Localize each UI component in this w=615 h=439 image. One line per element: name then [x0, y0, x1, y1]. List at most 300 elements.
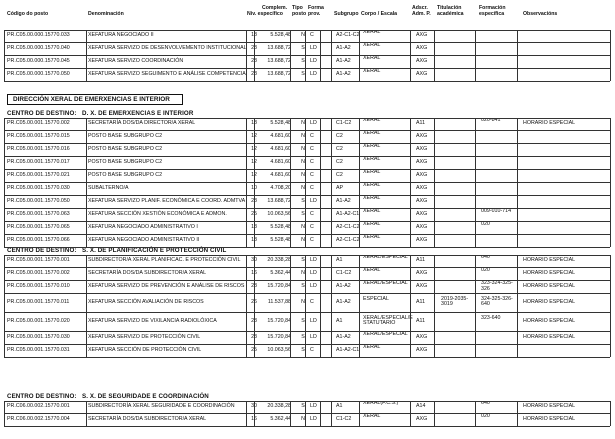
forma-cell: LD [310, 58, 317, 64]
prov-cell [325, 401, 335, 412]
especifico-cell: 5.528,48 [270, 224, 291, 230]
adscricion-cell: A14 [416, 403, 426, 409]
nivel-cell: 28 [251, 71, 257, 77]
col-header-forma: Forma prov. [308, 5, 324, 17]
observacions-cell: HORARIO ESPECIAL [523, 120, 576, 126]
prov-cell [325, 294, 335, 311]
code-cell: PR.C05.00.001.15770.015 [7, 133, 70, 139]
observacions-cell [523, 183, 608, 194]
denominacion-cell: SECRETARÍA DOS/DA DIRECTOR/A XERAL [88, 120, 196, 126]
grid-vline [254, 118, 255, 247]
denominacion-cell: POSTO BASE SUBGRUPO C2 [88, 146, 163, 152]
subgrupo-cell: C1-C2 [336, 270, 352, 276]
grid-hline [4, 426, 610, 427]
grid-hline [4, 156, 610, 157]
subgrupo-cell: A1-A2 [336, 71, 351, 77]
grid-vline [86, 401, 87, 426]
code-cell: PR.C05.00.001.15770.063 [7, 211, 70, 217]
observacions-cell [523, 170, 608, 181]
col-header-codigo: Código do posto [7, 11, 49, 17]
grid-vline [320, 30, 321, 81]
centro-label: CENTRO DE DESTINO: [7, 247, 77, 254]
grid-hline [4, 401, 610, 402]
denominacion-cell: XEFATURA SERVIZO PLANIF. ECONÓMICA E COORD. ADMTVA [88, 198, 246, 204]
adscricion-cell: AXG [416, 237, 428, 243]
titulacion-cell [441, 313, 477, 333]
denominacion-cell: XEFATURA SERVIZO SEGUIMENTO E ANÁLISE COMPETENCIA [88, 71, 246, 77]
grid-vline [246, 255, 247, 357]
grid-vline [320, 118, 321, 247]
especifico-cell: 4.681,60 [270, 159, 291, 165]
denominacion-cell: XEFATURA SERVIZO COORDINACIÓN [88, 58, 184, 64]
denominacion-cell: SECRETARÍA DOS/DA SUBDIRECTOR/A XERAL [88, 416, 207, 422]
grid-vline [359, 401, 360, 426]
col-header-adscricion: Adscr. Adm. P. [412, 5, 431, 17]
code-cell: PR.C05.00.000.15770.050 [7, 71, 70, 77]
formacion-cell: 020 [481, 268, 490, 273]
grid-vline [254, 30, 255, 81]
grid-hline [4, 55, 610, 56]
adscricion-cell: AXG [416, 198, 428, 204]
subgrupo-cell: A2-C1-C2 [336, 32, 360, 38]
subgrupo-cell: A1-A2 [336, 299, 351, 305]
especifico-cell: 13.688,72 [267, 45, 291, 51]
direction-title: DIRECCIÓN XERAL DE EMERXENCIAS E INTERIOR [7, 94, 183, 105]
forma-cell: C [310, 185, 314, 191]
corpo-cell: XERAL [363, 170, 381, 175]
grid-vline [331, 255, 332, 357]
titulacion-cell [441, 69, 477, 80]
centro-unit: S. X. DE SEGURIDADE E COORDINACIÓN [82, 393, 209, 400]
corpo-cell: XERAL [363, 43, 381, 48]
denominacion-cell: SECRETARÍA DOS/DA SUBDIRECTOR/A XERAL [88, 270, 207, 276]
tipo-cell: N [301, 224, 305, 230]
table-row [4, 235, 610, 246]
forma-cell: C [310, 347, 314, 353]
grid-vline [246, 401, 247, 426]
adscricion-cell: AXG [416, 32, 428, 38]
grid-vline [290, 401, 291, 426]
adscricion-cell: AXG [416, 133, 428, 139]
especifico-cell: 4.708,20 [270, 185, 291, 191]
observacions-cell: HORARIO ESPECIAL [523, 416, 576, 422]
prov-cell [325, 313, 335, 330]
observacions-cell: HORARIO ESPECIAL [523, 283, 576, 289]
formacion-cell: 324-325-326-640 [481, 295, 513, 308]
formacion-cell [481, 170, 519, 181]
grid-vline [610, 30, 611, 81]
table-row [4, 414, 610, 425]
nivel-cell: 12 [251, 133, 257, 139]
code-cell: PR.C05.00.001.15770.030 [7, 334, 70, 340]
grid-vline [434, 401, 435, 426]
col-header-corpo: Corpo / Escala [361, 11, 398, 17]
table-row [4, 157, 610, 168]
adscricion-cell: A11 [416, 299, 426, 305]
especifico-cell: 4.681,60 [270, 172, 291, 178]
code-cell: PR.C05.00.000.15770.033 [7, 32, 70, 38]
forma-cell: C [310, 133, 314, 139]
titulacion-cell [441, 131, 477, 142]
formacion-cell [481, 183, 519, 194]
observacions-cell [523, 131, 608, 142]
titulacion-cell [441, 401, 477, 412]
subgrupo-cell: A1-A2 [336, 334, 351, 340]
code-cell: PR.C05.00.001.15770.002 [7, 120, 70, 126]
prov-cell [325, 43, 335, 54]
titulacion-cell [441, 196, 477, 207]
denominacion-cell: XEFATURA SECCIÓN DE PROTECCIÓN CIVIL [88, 347, 202, 353]
tipo-cell: S [301, 71, 305, 77]
table-row [4, 170, 610, 181]
observacions-cell: HORARIO ESPECIAL [523, 270, 576, 276]
observacions-cell: HORARIO ESPECIAL [523, 257, 576, 263]
grid-vline [86, 30, 87, 81]
grid-hline [4, 42, 610, 43]
grid-hline [4, 312, 610, 313]
prov-cell [325, 69, 335, 80]
corpo-cell: XERAL [363, 196, 381, 201]
especifico-cell: 10.063,56 [267, 211, 291, 217]
corpo-cell: XERAL [363, 414, 381, 419]
code-cell: PR.C05.00.001.15770.002 [7, 270, 70, 276]
nivel-cell: 25 [251, 211, 257, 217]
subgrupo-cell: C1-C2 [336, 416, 352, 422]
subgrupo-cell: A1-A2 [336, 45, 351, 51]
adscricion-cell: AXG [416, 224, 428, 230]
nivel-cell: 25 [251, 347, 257, 353]
nivel-cell: 28 [251, 334, 257, 340]
grid-vline [320, 401, 321, 426]
tipo-cell: S [301, 45, 305, 51]
prov-cell [325, 131, 335, 142]
especifico-cell: 15.720,84 [267, 318, 291, 324]
code-cell: PR.C05.00.001.15770.021 [7, 172, 70, 178]
code-cell: PR.C06.00.002.15770.001 [7, 403, 70, 409]
especifico-cell: 20.338,28 [267, 403, 291, 409]
col-header-observacions: Observacións [523, 11, 558, 17]
especifico-cell: 20.338,28 [267, 257, 291, 263]
grid-hline [4, 68, 610, 69]
denominacion-cell: POSTO BASE SUBGRUPO C2 [88, 133, 163, 139]
formacion-cell [481, 157, 519, 168]
prov-cell [325, 30, 335, 41]
denominacion-cell: XEFATURA NEGOCIADO II [88, 32, 154, 38]
especifico-cell: 5.528,48 [270, 32, 291, 38]
grid-hline [4, 267, 610, 268]
especifico-cell: 13.688,72 [267, 58, 291, 64]
formacion-cell: 009-010-714 [481, 209, 512, 214]
adscricion-cell: AXG [416, 172, 428, 178]
especifico-cell: 10.063,56 [267, 347, 291, 353]
corpo-cell: XERAL [363, 69, 381, 74]
nivel-cell: 18 [251, 32, 257, 38]
formacion-cell [481, 345, 519, 356]
subgrupo-cell: A1-A2 [336, 58, 351, 64]
grid-vline [517, 30, 518, 81]
grid-vline [246, 30, 247, 81]
grid-hline [4, 81, 610, 82]
prov-cell [325, 268, 335, 279]
forma-cell: LD [310, 120, 317, 126]
formacion-cell: 640 [481, 255, 490, 260]
adscricion-cell: AXG [416, 45, 428, 51]
corpo-cell: XERAL [363, 183, 381, 188]
grid-vline [86, 255, 87, 357]
adscricion-cell: A11 [416, 318, 426, 324]
denominacion-cell: XEFATURA NEGOCIADO ADMINISTRATIVO II [88, 237, 200, 243]
prov-cell [325, 332, 335, 343]
adscricion-cell: AXG [416, 58, 428, 64]
corpo-cell: XERAL/ESPECIAL/E STATUTARIO [363, 314, 413, 327]
grid-vline [4, 401, 5, 426]
adscricion-cell: AXG [416, 71, 428, 77]
observacions-cell [523, 30, 608, 41]
adscricion-cell: AXG [416, 270, 428, 276]
subgrupo-cell: C2 [336, 159, 343, 165]
denominacion-cell: XEFATURA SERVIZO DE PROTECCIÓN CIVIL [88, 334, 201, 340]
grid-hline [4, 182, 610, 183]
tipo-cell: N [301, 159, 305, 165]
adscricion-cell: AXG [416, 185, 428, 191]
col-header-tipo: Tipo posto [292, 5, 307, 17]
grid-hline [4, 143, 610, 144]
subgrupo-cell: AP [336, 185, 344, 191]
prov-cell [325, 196, 335, 207]
forma-cell: LD [310, 257, 317, 263]
observacions-cell: HORARIO ESPECIAL [523, 334, 576, 340]
especifico-cell: 4.681,60 [270, 146, 291, 152]
denominacion-cell: SUBDIRECTORÍA XERAL SEGURIDADE E COORDINACIÓN [88, 403, 235, 409]
grid-vline [359, 118, 360, 247]
col-header-titulacion: Titulación académica [437, 5, 464, 17]
corpo-cell: XERAL [363, 209, 381, 214]
formacion-cell [481, 69, 519, 80]
tipo-cell: S [301, 257, 305, 263]
formacion-cell [481, 235, 519, 246]
tipo-cell: N [301, 32, 305, 38]
titulacion-cell [441, 30, 477, 41]
tipo-cell: N [301, 146, 305, 152]
grid-vline [331, 30, 332, 81]
grid-hline [4, 30, 610, 31]
tipo-cell: S [301, 58, 305, 64]
code-cell: PR.C05.00.001.15770.016 [7, 146, 70, 152]
formacion-cell: 323-324-325-326 [481, 281, 513, 292]
grid-vline [410, 118, 411, 247]
subgrupo-cell: A1-A2-C1 [336, 347, 360, 353]
nivel-cell: 30 [251, 257, 257, 263]
grid-vline [305, 401, 306, 426]
code-cell: PR.C05.00.000.15770.040 [7, 45, 70, 51]
grid-hline [4, 195, 610, 196]
grid-vline [246, 118, 247, 247]
grid-vline [610, 401, 611, 426]
code-cell: PR.C05.00.001.15770.010 [7, 283, 70, 289]
formacion-cell: 020 [481, 414, 490, 419]
code-cell: PR.C05.00.001.15770.050 [7, 198, 70, 204]
grid-hline [4, 331, 610, 332]
grid-vline [254, 401, 255, 426]
forma-cell: LD [310, 71, 317, 77]
observacions-cell [523, 69, 608, 80]
especifico-cell: 5.362,44 [270, 416, 291, 422]
especifico-cell: 13.688,72 [267, 71, 291, 77]
tipo-cell: N [301, 237, 305, 243]
table-row [4, 294, 610, 311]
nivel-cell: 16 [251, 416, 257, 422]
observacions-cell [523, 209, 608, 220]
grid-hline [4, 130, 610, 131]
nivel-cell: 10 [251, 185, 257, 191]
code-cell: PR.C05.00.001.15770.065 [7, 224, 70, 230]
grid-vline [86, 118, 87, 247]
prov-cell [325, 118, 335, 129]
prov-cell [325, 209, 335, 220]
tipo-cell: S [301, 283, 305, 289]
tipo-cell: N [301, 120, 305, 126]
formacion-cell: 323-640 [481, 314, 501, 321]
subgrupo-cell: A1 [336, 257, 343, 263]
col-header-formacion: Formación específica [479, 5, 506, 17]
table-row [4, 268, 610, 279]
grid-vline [305, 255, 306, 357]
subgrupo-cell: C1-C2 [336, 120, 352, 126]
code-cell: PR.C05.00.001.15770.020 [7, 318, 70, 324]
col-header-denominacion: Denominación [88, 11, 124, 17]
grid-vline [434, 255, 435, 357]
adscricion-cell: AXG [416, 416, 428, 422]
table-row [4, 332, 610, 343]
adscricion-cell: AXG [416, 347, 428, 353]
subgrupo-cell: A1-A2-C1 [336, 211, 360, 217]
grid-hline [4, 169, 610, 170]
code-cell: PR.C05.00.001.15770.011 [7, 299, 70, 305]
denominacion-cell: POSTO BASE SUBGRUPO C2 [88, 172, 163, 178]
grid-vline [475, 30, 476, 81]
prov-cell [325, 144, 335, 155]
formacion-cell [481, 56, 519, 67]
table-row [4, 281, 610, 292]
prov-cell [325, 345, 335, 356]
corpo-cell: XERAL/ESPECIAL [363, 281, 408, 286]
grid-vline [290, 30, 291, 81]
grid-vline [517, 118, 518, 247]
grid-hline [4, 234, 610, 235]
grid-hline [4, 280, 610, 281]
table-row [4, 43, 610, 54]
code-cell: PR.C05.00.001.15770.017 [7, 159, 70, 165]
formacion-cell: 020 [481, 222, 490, 227]
prov-cell [325, 157, 335, 168]
corpo-cell: XERAL [363, 56, 381, 61]
grid-vline [517, 255, 518, 357]
denominacion-cell: XEFATURA NEGOCIADO ADMINISTRATIVO I [88, 224, 198, 230]
observacions-cell: HORARIO ESPECIAL [523, 403, 576, 409]
table-row [4, 131, 610, 142]
adscricion-cell: AXG [416, 211, 428, 217]
denominacion-cell: XEFATURA SERVIZO DE VIXILANCIA RADIOLÓXICA [88, 318, 217, 324]
titulacion-cell [441, 255, 477, 266]
table-row [4, 209, 610, 220]
grid-hline [4, 221, 610, 222]
subgrupo-cell: C2 [336, 172, 343, 178]
prov-cell [325, 281, 335, 292]
observacions-cell [523, 43, 608, 54]
table-row [4, 144, 610, 155]
nivel-cell: 12 [251, 172, 257, 178]
forma-cell: LD [310, 318, 317, 324]
table-row [4, 183, 610, 194]
titulacion-cell [441, 281, 477, 292]
especifico-cell: 13.688,72 [267, 198, 291, 204]
corpo-cell: XERAL [363, 345, 381, 350]
nivel-cell: 28 [251, 283, 257, 289]
titulacion-cell [441, 118, 477, 129]
corpo-cell: XERAL [363, 118, 381, 123]
observacions-cell [523, 144, 608, 155]
grid-vline [475, 118, 476, 247]
formacion-cell [481, 131, 519, 142]
grid-vline [434, 30, 435, 81]
titulacion-cell [441, 170, 477, 181]
observacions-cell [523, 196, 608, 207]
corpo-cell: XERAL(F.C.S.) [363, 401, 399, 406]
prov-cell [325, 255, 335, 266]
subgrupo-cell: A1 [336, 318, 343, 324]
corpo-cell: XERAL [363, 222, 381, 227]
forma-cell: C [310, 159, 314, 165]
observacions-cell: HORARIO ESPECIAL [523, 318, 576, 324]
titulacion-cell [441, 222, 477, 233]
prov-cell [325, 414, 335, 425]
forma-cell: LD [310, 283, 317, 289]
observacions-cell [523, 235, 608, 246]
tipo-cell: S [301, 198, 305, 204]
corpo-cell: XERAL [363, 30, 381, 35]
grid-vline [410, 255, 411, 357]
table-row [4, 30, 610, 41]
tipo-cell: S [301, 347, 305, 353]
grid-vline [4, 255, 5, 357]
titulacion-cell [441, 183, 477, 194]
col-header-subgrupo: Subgrupo [334, 11, 359, 17]
tipo-cell: N [301, 270, 305, 276]
formacion-cell [481, 332, 519, 343]
forma-cell: LD [310, 403, 317, 409]
grid-vline [305, 30, 306, 81]
nivel-cell: 12 [251, 146, 257, 152]
grid-vline [331, 401, 332, 426]
table-row [4, 255, 610, 266]
observacions-cell [523, 56, 608, 67]
titulacion-cell [441, 56, 477, 67]
denominacion-cell: SUBALTERNO/A [88, 185, 129, 191]
tipo-cell: N [301, 133, 305, 139]
subgrupo-cell: A1-A2 [336, 198, 351, 204]
grid-vline [475, 401, 476, 426]
code-cell: PR.C05.00.000.15770.045 [7, 58, 70, 64]
centro-unit: S. X. DE PLANIFICACIÓN E PROTECCIÓN CIVIL [82, 247, 227, 254]
nivel-cell: 28 [251, 45, 257, 51]
adscricion-cell: A11 [416, 120, 426, 126]
grid-vline [410, 401, 411, 426]
grid-vline [475, 255, 476, 357]
forma-cell: LD [310, 334, 317, 340]
col-header-nivel: Complem. Niv. específico [247, 5, 288, 17]
especifico-cell: 15.720,84 [267, 334, 291, 340]
grid-vline [434, 118, 435, 247]
